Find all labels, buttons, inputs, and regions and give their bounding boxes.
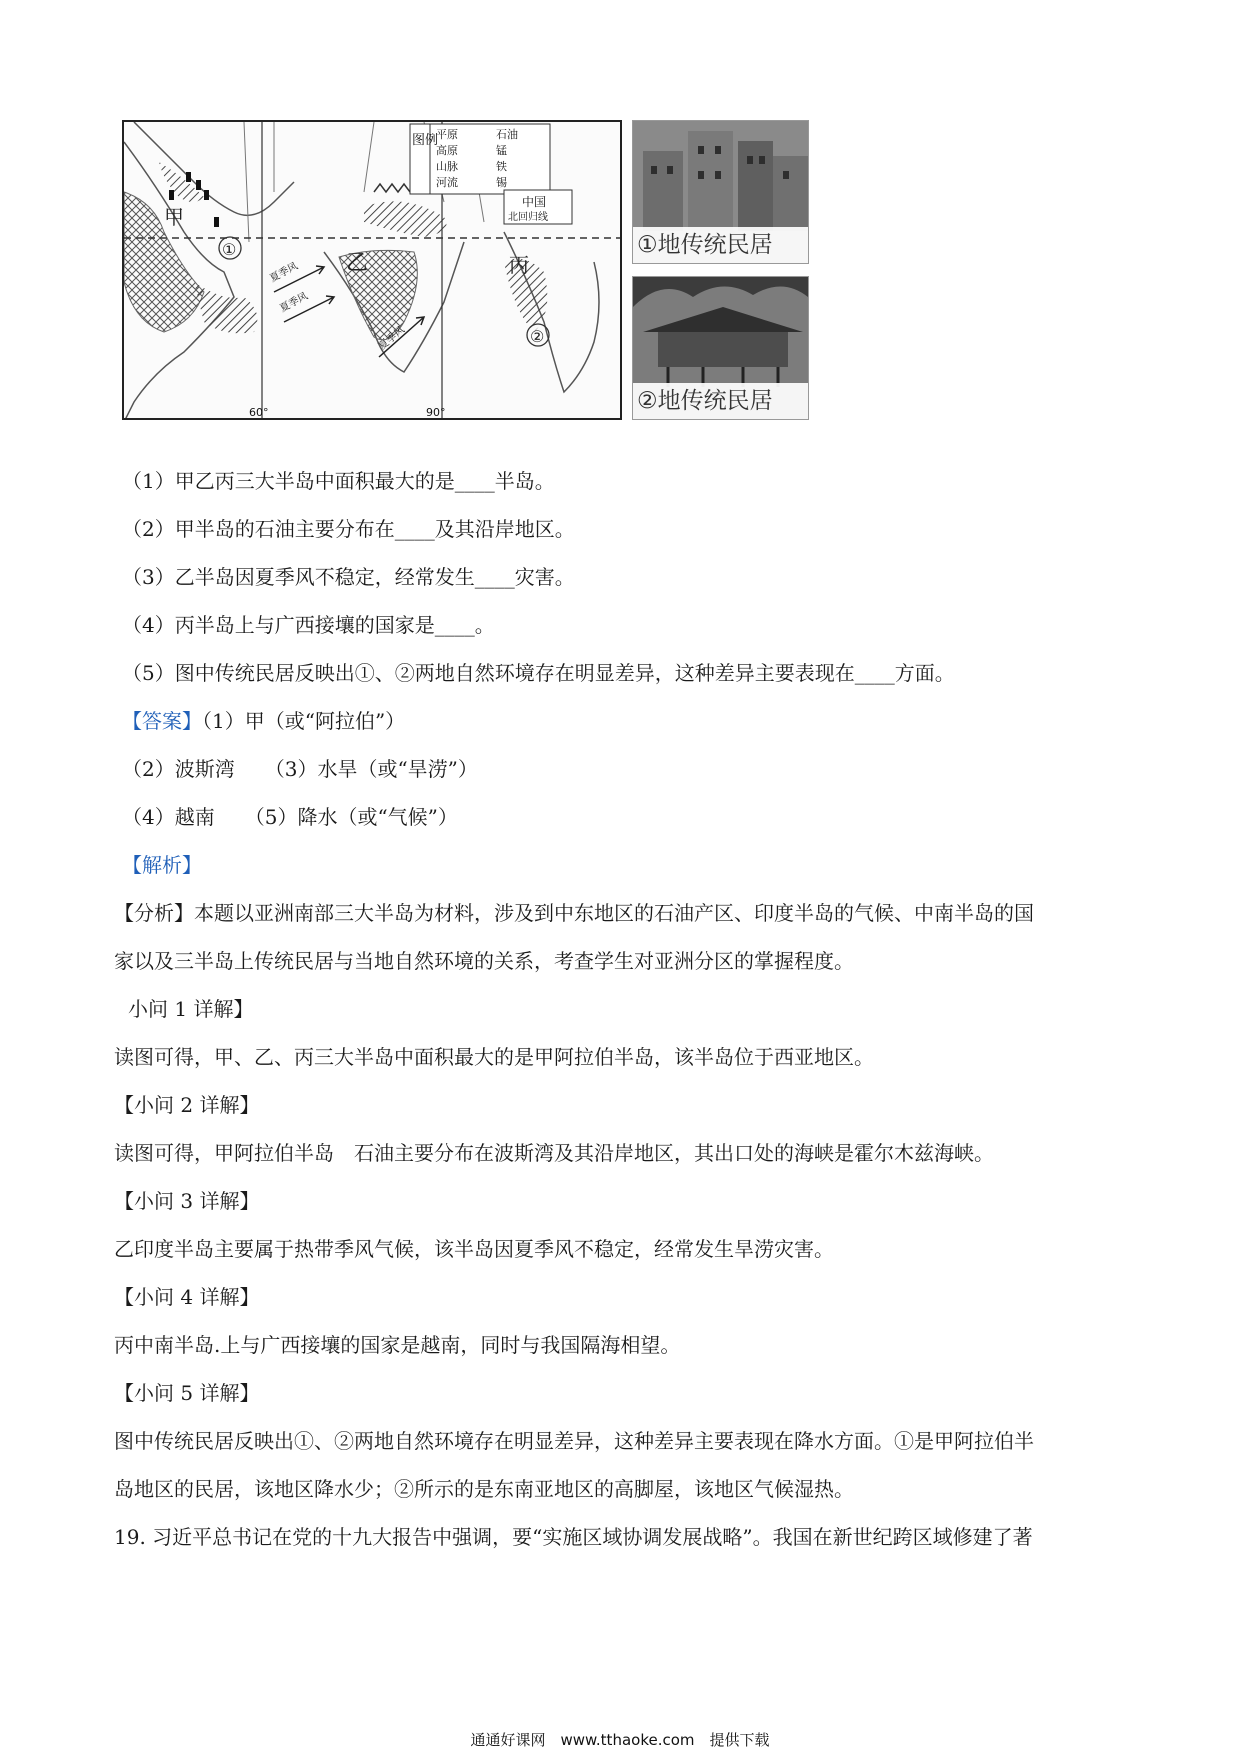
map-drawing (124, 122, 622, 420)
q3-heading: 【小问 3 详解】 (114, 1189, 260, 1213)
q5-explanation-2: 岛地区的民居，该地区降水少；②所示的是东南亚地区的高脚屋，该地区气候湿热。 (114, 1477, 854, 1501)
analysis-intro-2: 家以及三半岛上传统民居与当地自然环境的关系，考查学生对亚洲分区的掌握程度。 (114, 949, 854, 973)
monsoon-label-2: 夏季风 (278, 290, 310, 315)
photo-stilt-house (632, 276, 809, 420)
q1-explanation: 读图可得，甲、乙、丙三大半岛中面积最大的是甲阿拉伯半岛，该半岛位于西亚地区。 (114, 1045, 874, 1069)
site1-label: ① (222, 240, 237, 259)
tropic-label: 北回归线 (508, 212, 548, 223)
persia-coast (134, 122, 294, 215)
q2-heading: 【小问 2 详解】 (114, 1093, 260, 1117)
q1-heading: 小问 1 详解】 (128, 997, 254, 1021)
analysis-intro-1: 【分析】本题以亚洲南部三大半岛为材料，涉及到中东地区的石油产区、印度半岛的气候、中南半岛的国 (114, 901, 1034, 925)
legend-iron: 铁 (496, 160, 507, 173)
ganges-plain (364, 201, 447, 237)
q2-explanation: 读图可得，甲阿拉伯半岛 石油主要分布在波斯湾及其沿岸地区，其出口处的海峡是霍尔木兹海峡。 (114, 1141, 994, 1165)
photo1-caption: ①地传统民居 (633, 227, 808, 263)
question-figure (122, 120, 810, 420)
page-footer: 通通好课网 www.tthaoke.com 提供下载 (470, 1731, 770, 1749)
question-5: （5）图中传统民居反映出①、②两地自然环境存在明显差异，这种差异主要表现在____方面。 (122, 661, 955, 685)
site2-label: ② (530, 327, 545, 346)
monsoon-label-3: 夏季风 (376, 324, 407, 353)
svg-text:图例 (412, 133, 438, 148)
jia-label: 甲 (164, 205, 184, 229)
answer-line-3: （4）越南 （5）降水（或“气候”） (122, 805, 458, 829)
q4-explanation: 丙中南半岛.上与广西接壤的国家是越南，同时与我国隔海相望。 (114, 1333, 681, 1357)
legend-plateau: 高原 (436, 144, 458, 157)
arabia-desert (194, 282, 257, 333)
monsoon-label-1: 夏季风 (268, 260, 300, 285)
legend-mountain: 山脉 (436, 160, 458, 173)
photo-arabian-dwelling (632, 120, 809, 264)
analysis-tag: 【解析】 (122, 853, 202, 877)
q4-heading: 【小问 4 详解】 (114, 1285, 260, 1309)
photo2-caption: ②地传统民居 (633, 383, 808, 419)
q3-explanation: 乙印度半岛主要属于热带季风气候，该半岛因夏季风不稳定，经常发生旱涝灾害。 (114, 1237, 834, 1261)
south-asia-map (122, 120, 622, 420)
lon60-label: 60° (249, 406, 269, 419)
answer-text-1: （1）甲（或“阿拉伯”） (202, 709, 406, 733)
answer-line-2: （2）波斯湾 （3）水旱（或“旱涝”） (122, 757, 478, 781)
legend-title: 图例 (412, 133, 439, 148)
legend-river: 河流 (436, 176, 458, 189)
question-1: （1）甲乙丙三大半岛中面积最大的是____半岛。 (122, 469, 555, 493)
answer-tag: 【答案】 (122, 709, 202, 733)
question-3: （3）乙半岛因夏季风不稳定，经常发生____灾害。 (122, 565, 575, 589)
next-question-19: 19. 习近平总书记在党的十九大报告中强调，要“实施区域协调发展战略”。我国在新世纪跨区域修建了著 (114, 1525, 1033, 1549)
legend-oil: 石油 (496, 128, 518, 141)
yi-label: 乙 (346, 251, 369, 276)
legend-tin: 锡 (496, 176, 507, 189)
question-4: （4）丙半岛上与广西接壤的国家是____。 (122, 613, 495, 637)
legend-plain: 平原 (436, 128, 458, 141)
question-2: （2）甲半岛的石油主要分布在____及其沿岸地区。 (122, 517, 575, 541)
bing-label: 丙 (509, 253, 529, 277)
q5-heading: 【小问 5 详解】 (114, 1381, 260, 1405)
answer-line-1 (122, 707, 405, 735)
q5-explanation-1: 图中传统民居反映出①、②两地自然环境存在明显差异，这种差异主要表现在降水方面。①是甲阿拉伯半 (114, 1429, 1034, 1453)
lon90-label: 90° (426, 406, 446, 419)
china-label: 中国 (522, 195, 547, 209)
legend-manganese: 锰 (496, 144, 507, 157)
